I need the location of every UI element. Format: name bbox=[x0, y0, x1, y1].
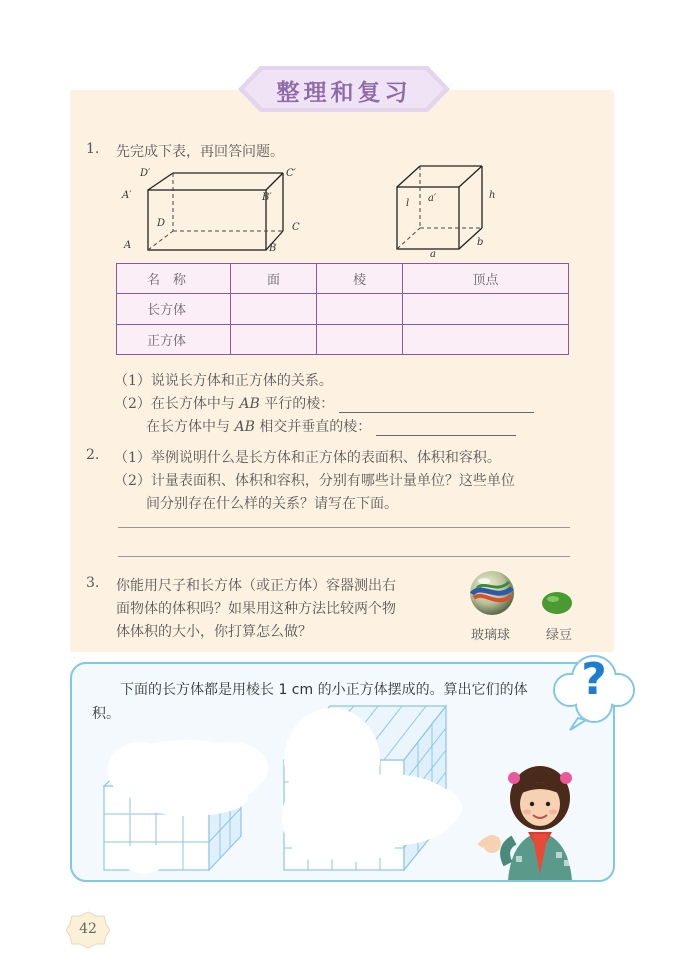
cell-blank[interactable] bbox=[317, 294, 403, 324]
cell-blank[interactable] bbox=[231, 294, 317, 324]
header-edges: 棱 bbox=[317, 264, 403, 294]
label-b-prime: B′ bbox=[262, 192, 272, 203]
q3-line3: 体体积的大小，你打算怎么做？ bbox=[116, 624, 312, 640]
q1-sub2 bbox=[114, 393, 534, 413]
answer-line[interactable] bbox=[118, 527, 570, 528]
q1-sub3-ab: AB bbox=[234, 419, 255, 435]
q1-sub2-suffix: 平行的棱： bbox=[264, 396, 335, 412]
q1-number: 1. bbox=[86, 141, 100, 157]
table-header-row bbox=[117, 264, 569, 294]
row-cuboid: 长方体 bbox=[117, 294, 231, 324]
label-b: B bbox=[269, 243, 277, 254]
q2-sub1: （1）举例说明什么是长方体和正方体的表面积、体积和容积。 bbox=[114, 450, 501, 466]
label-d: D bbox=[157, 218, 166, 229]
bean-caption: 绿豆 bbox=[546, 628, 573, 643]
label-c: C bbox=[292, 222, 300, 233]
girl-illustration bbox=[470, 764, 590, 880]
cell-blank[interactable] bbox=[403, 324, 569, 354]
q1-sub1: （1）说说长方体和正方体的关系。 bbox=[114, 373, 333, 389]
cube-volume-instruction: 下面的长方体都是用棱长 1 cm 的小正方体摆成的。算出它们的体积。 bbox=[92, 682, 528, 722]
table-row bbox=[117, 324, 569, 354]
q2-number: 2. bbox=[86, 447, 100, 463]
q3-line2: 面物体的体积吗？如果用这种方法比较两个物 bbox=[116, 601, 396, 617]
q3-number: 3. bbox=[86, 575, 100, 591]
glass-marble-image bbox=[467, 568, 517, 618]
label-c-prime: C′ bbox=[286, 168, 296, 179]
cell-blank[interactable] bbox=[317, 324, 403, 354]
q2-sub2-line2: 间分别存在什么样的关系？请写在下面。 bbox=[146, 496, 398, 512]
cell-blank[interactable] bbox=[403, 294, 569, 324]
section-title: 整理和复习 bbox=[276, 79, 412, 106]
cell-blank[interactable] bbox=[231, 324, 317, 354]
table-row bbox=[117, 294, 569, 324]
cuboid-blocks-right bbox=[280, 700, 465, 876]
cube-label-a-prime: a′ bbox=[428, 193, 437, 204]
page-number: 42 bbox=[79, 921, 97, 937]
q2-sub2-line1: （2）计量表面积、体积和容积，分别有哪些计量单位？这些单位 bbox=[114, 473, 515, 489]
cube-label-b: b bbox=[477, 237, 484, 248]
cube-label-a: a bbox=[430, 249, 436, 260]
q1-text: 先完成下表，再回答问题。 bbox=[116, 144, 284, 160]
cuboid-blocks-left bbox=[100, 728, 275, 876]
header-name: 名 称 bbox=[117, 264, 231, 294]
q1-sub3 bbox=[146, 416, 516, 436]
q1-sub3-prefix: 在长方体中与 bbox=[146, 419, 230, 435]
cube-label-h: h bbox=[489, 190, 496, 201]
q1-sub2-prefix: （2）在长方体中与 bbox=[114, 396, 235, 412]
cube-label-l: l bbox=[406, 198, 410, 209]
answer-blank[interactable] bbox=[376, 421, 516, 436]
question-mark: ? bbox=[581, 654, 607, 705]
label-a-prime: A′ bbox=[122, 190, 132, 201]
label-a: A bbox=[124, 240, 132, 251]
shape-table bbox=[116, 263, 569, 355]
header-faces: 面 bbox=[231, 264, 317, 294]
row-cube: 正方体 bbox=[117, 324, 231, 354]
answer-blank[interactable] bbox=[339, 398, 534, 413]
label-d-prime: D′ bbox=[140, 168, 151, 179]
green-bean-image bbox=[540, 590, 574, 616]
answer-line[interactable] bbox=[118, 556, 570, 557]
cube-diagram bbox=[390, 160, 490, 255]
header-vertices: 顶点 bbox=[403, 264, 569, 294]
q1-sub2-ab: AB bbox=[239, 396, 260, 412]
marble-caption: 玻璃球 bbox=[471, 628, 511, 643]
q3-line1: 你能用尺子和长方体（或正方体）容器测出右 bbox=[116, 578, 396, 594]
q1-sub3-suffix: 相交并垂直的棱： bbox=[259, 419, 372, 435]
